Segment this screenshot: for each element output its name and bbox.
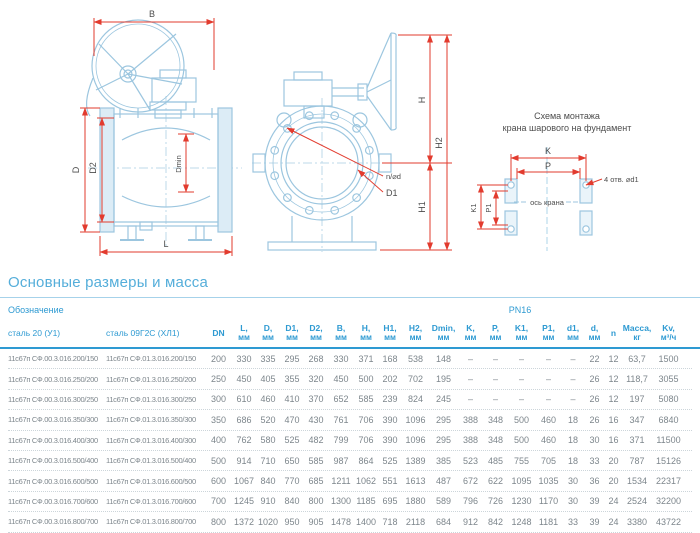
- value-cell: 538: [407, 353, 424, 364]
- designation-cell: 11с67п СФ.01.3.016.700/600: [106, 496, 196, 506]
- table-title: Основные размеры и масса: [8, 274, 209, 291]
- side-view-drawing: [0, 0, 245, 272]
- column-header-k1: K1, мм: [514, 322, 529, 342]
- value-cell: 388: [462, 414, 479, 425]
- value-cell: –: [570, 353, 576, 364]
- value-cell: 355: [284, 374, 300, 385]
- designation-header: Обозначение: [8, 304, 64, 315]
- value-cell: 523: [462, 455, 479, 466]
- value-cell: 685: [308, 476, 324, 487]
- value-cell: 762: [236, 435, 252, 446]
- value-cell: 700: [210, 496, 227, 507]
- column-header-p1: P1, мм: [542, 322, 555, 342]
- value-cell: 16: [608, 435, 619, 446]
- value-cell: 202: [382, 374, 398, 385]
- value-cell: 580: [260, 435, 276, 446]
- value-cell: 18: [567, 455, 578, 466]
- value-cell: –: [570, 394, 576, 405]
- dim-label-H: H: [417, 96, 427, 104]
- value-cell: 12: [608, 353, 619, 364]
- value-cell: 710: [260, 455, 276, 466]
- value-cell: 30: [589, 435, 600, 446]
- value-cell: 3380: [626, 516, 648, 527]
- value-cell: 39: [589, 516, 600, 527]
- table-row: [8, 390, 692, 410]
- value-cell: 1500: [658, 353, 679, 364]
- value-cell: 450: [236, 374, 252, 385]
- value-cell: 385: [435, 455, 452, 466]
- value-cell: 410: [284, 394, 300, 405]
- designation-cell: 11с67п СФ.01.3.016.500/400: [106, 456, 196, 466]
- value-cell: 705: [540, 455, 557, 466]
- value-cell: 840: [284, 496, 300, 507]
- value-cell: 1096: [405, 435, 426, 446]
- column-header-d1: D1, мм: [285, 322, 299, 342]
- value-cell: 600: [210, 476, 227, 487]
- leader-label-bolts: n/⌀d: [386, 172, 401, 181]
- value-cell: 16: [608, 414, 619, 425]
- column-header-steel09g2s: сталь 09Г2С (ХЛ1): [106, 327, 180, 338]
- value-cell: 63,7: [628, 353, 646, 364]
- value-cell: 755: [513, 455, 530, 466]
- front-view-drawing: [240, 0, 465, 272]
- value-cell: 470: [284, 414, 300, 425]
- table-body: [0, 349, 700, 533]
- table-row: [8, 410, 692, 430]
- dim-label-B: B: [148, 9, 156, 19]
- value-cell: 11500: [656, 435, 681, 446]
- value-cell: 622: [487, 476, 504, 487]
- value-cell: 500: [513, 414, 530, 425]
- designation-cell: 11с67п СФ.00.3.016.350/300: [8, 415, 98, 425]
- value-cell: 485: [487, 455, 504, 466]
- value-cell: 761: [333, 414, 349, 425]
- dim-label-K: K: [544, 146, 552, 156]
- value-cell: –: [467, 394, 473, 405]
- value-cell: 300: [210, 394, 227, 405]
- column-header-l: L, мм: [238, 322, 250, 342]
- value-cell: –: [545, 374, 551, 385]
- value-cell: 32200: [655, 496, 682, 507]
- dim-label-H1: H1: [417, 201, 427, 213]
- value-cell: 30: [567, 476, 578, 487]
- value-cell: 726: [487, 496, 504, 507]
- value-cell: 350: [210, 414, 227, 425]
- value-cell: 1400: [355, 516, 377, 527]
- designation-cell: 11с67п СФ.00.3.016.250/200: [8, 374, 98, 384]
- value-cell: 118,7: [626, 374, 648, 385]
- value-cell: 26: [589, 414, 600, 425]
- dim-label-P1: P1: [484, 203, 493, 213]
- dim-label-D: D: [71, 166, 81, 174]
- column-header-p: P, мм: [489, 322, 502, 342]
- value-cell: 914: [236, 455, 252, 466]
- value-cell: 33: [567, 516, 578, 527]
- value-cell: 652: [333, 394, 349, 405]
- designation-cell: 11с67п СФ.00.3.016.400/300: [8, 435, 98, 445]
- value-cell: 1880: [405, 496, 426, 507]
- value-cell: 770: [284, 476, 300, 487]
- value-cell: 520: [260, 414, 276, 425]
- column-header-b: B, мм: [335, 322, 347, 342]
- value-cell: 525: [284, 435, 300, 446]
- mounting-title-line2: крана шарового на фундамент: [502, 123, 632, 133]
- value-cell: 1035: [538, 476, 559, 487]
- designation-cell: 11с67п СФ.01.3.016.600/500: [106, 476, 196, 486]
- table-row: [8, 431, 692, 451]
- value-cell: 295: [435, 435, 452, 446]
- value-cell: 195: [435, 374, 452, 385]
- designation-cell: 11с67п СФ.01.3.016.400/300: [106, 435, 196, 445]
- value-cell: 450: [333, 374, 349, 385]
- value-cell: 1185: [356, 496, 376, 507]
- value-cell: 842: [487, 516, 504, 527]
- column-header-steel20: сталь 20 (У1): [8, 327, 61, 338]
- value-cell: 800: [308, 496, 324, 507]
- value-cell: 500: [513, 435, 530, 446]
- value-cell: 12: [608, 394, 619, 405]
- value-cell: 525: [382, 455, 398, 466]
- value-cell: 589: [435, 496, 452, 507]
- table-row: [8, 451, 692, 471]
- value-cell: 824: [407, 394, 424, 405]
- value-cell: 22: [589, 353, 600, 364]
- value-cell: 1170: [538, 496, 559, 507]
- value-cell: 430: [308, 414, 324, 425]
- value-cell: 500: [358, 374, 374, 385]
- value-cell: 1181: [538, 516, 559, 527]
- value-cell: 24: [608, 516, 619, 527]
- value-cell: 18: [567, 435, 578, 446]
- value-cell: –: [492, 353, 498, 364]
- value-cell: 26: [589, 394, 600, 405]
- table-row: [8, 512, 692, 532]
- column-header-dmin: Dmin, мм: [431, 322, 456, 342]
- value-cell: 718: [382, 516, 398, 527]
- value-cell: 330: [333, 353, 349, 364]
- value-cell: 30: [567, 496, 578, 507]
- value-cell: 6840: [658, 414, 679, 425]
- value-cell: 796: [462, 496, 479, 507]
- column-header-n: n: [610, 327, 617, 338]
- value-cell: 987: [333, 455, 349, 466]
- front-view-dimensions: [287, 35, 452, 250]
- mounting-title-line1: Схема монтажа: [534, 111, 600, 121]
- value-cell: 1096: [405, 414, 426, 425]
- value-cell: 500: [210, 455, 227, 466]
- value-cell: 706: [358, 435, 374, 446]
- value-cell: –: [518, 353, 524, 364]
- value-cell: 3055: [658, 374, 679, 385]
- value-cell: 1020: [257, 516, 279, 527]
- value-cell: 585: [358, 394, 374, 405]
- dim-label-P: P: [544, 161, 552, 171]
- value-cell: –: [545, 353, 551, 364]
- designation-cell: 11с67п СФ.01.3.016.200/150: [106, 354, 196, 364]
- table-row: [8, 492, 692, 512]
- value-cell: 335: [260, 353, 276, 364]
- designation-cell: 11с67п СФ.00.3.016.700/600: [8, 496, 98, 506]
- value-cell: 197: [629, 394, 645, 405]
- value-cell: –: [492, 394, 498, 405]
- value-cell: 800: [210, 516, 227, 527]
- value-cell: 1067: [233, 476, 255, 487]
- value-cell: 840: [260, 476, 276, 487]
- value-cell: 1613: [405, 476, 426, 487]
- value-cell: 695: [382, 496, 398, 507]
- value-cell: 347: [629, 414, 645, 425]
- value-cell: 12: [608, 374, 619, 385]
- value-cell: 1245: [233, 496, 255, 507]
- value-cell: 39: [589, 496, 600, 507]
- table-row: [8, 471, 692, 491]
- value-cell: 20: [608, 455, 619, 466]
- value-cell: 168: [382, 353, 398, 364]
- dim-label-K1: K1: [469, 203, 478, 213]
- value-cell: 1248: [511, 516, 532, 527]
- holes-label: 4 отв. ⌀d1: [604, 175, 639, 184]
- value-cell: 799: [333, 435, 349, 446]
- column-header-d: D, мм: [262, 322, 274, 342]
- value-cell: 684: [435, 516, 452, 527]
- value-cell: 148: [435, 353, 452, 364]
- value-cell: 5080: [658, 394, 679, 405]
- table-row: [8, 349, 692, 369]
- dim-label-Dmin: Dmin: [174, 155, 183, 173]
- table-row: [8, 369, 692, 389]
- value-cell: 18: [567, 414, 578, 425]
- value-cell: 370: [308, 394, 324, 405]
- value-cell: 1062: [355, 476, 377, 487]
- value-cell: 20: [608, 476, 619, 487]
- value-cell: 864: [358, 455, 374, 466]
- value-cell: 672: [462, 476, 479, 487]
- designation-cell: 11с67п СФ.01.3.016.300/250: [106, 394, 196, 404]
- value-cell: 686: [236, 414, 252, 425]
- value-cell: 24: [608, 496, 619, 507]
- value-cell: 33: [589, 455, 600, 466]
- value-cell: 706: [358, 414, 374, 425]
- value-cell: 348: [487, 414, 504, 425]
- value-cell: 482: [308, 435, 324, 446]
- valve-body-front: [253, 33, 396, 250]
- value-cell: –: [467, 374, 473, 385]
- column-header-h2: H2, мм: [408, 322, 423, 342]
- value-cell: 460: [540, 435, 557, 446]
- foundation-pads: [505, 179, 592, 235]
- designation-cell: 11с67п СФ.00.3.016.300/250: [8, 394, 98, 404]
- leader-label-D1: D1: [386, 188, 398, 198]
- value-cell: 950: [284, 516, 300, 527]
- value-cell: 1389: [405, 455, 426, 466]
- value-cell: 1478: [330, 516, 352, 527]
- dim-label-H2: H2: [434, 137, 444, 149]
- value-cell: 239: [382, 394, 398, 405]
- value-cell: 650: [284, 455, 300, 466]
- value-cell: 1300: [330, 496, 352, 507]
- value-cell: 787: [629, 455, 645, 466]
- column-header-kv: Kv, м³/ч: [660, 322, 677, 342]
- value-cell: 460: [540, 414, 557, 425]
- value-cell: –: [545, 394, 551, 405]
- value-cell: 295: [284, 353, 300, 364]
- value-cell: 348: [487, 435, 504, 446]
- value-cell: 610: [236, 394, 252, 405]
- value-cell: 905: [308, 516, 324, 527]
- value-cell: –: [518, 374, 524, 385]
- value-cell: –: [570, 374, 576, 385]
- value-cell: 36: [589, 476, 600, 487]
- designation-cell: 11с67п СФ.00.3.016.500/400: [8, 456, 98, 466]
- value-cell: 551: [382, 476, 398, 487]
- column-header-d: d, мм: [588, 322, 601, 342]
- value-cell: 1372: [233, 516, 255, 527]
- value-cell: 405: [260, 374, 276, 385]
- value-cell: 268: [308, 353, 324, 364]
- valve-body-side: [86, 20, 232, 240]
- value-cell: 487: [435, 476, 452, 487]
- value-cell: 320: [308, 374, 324, 385]
- pn-rating-header: PN16: [508, 304, 532, 315]
- value-cell: 702: [407, 374, 424, 385]
- value-cell: 22317: [655, 476, 682, 487]
- designation-cell: 11с67п СФ.01.3.016.800/700: [106, 517, 196, 527]
- value-cell: 330: [236, 353, 252, 364]
- value-cell: 400: [210, 435, 227, 446]
- dim-label-L: L: [163, 239, 169, 249]
- value-cell: 371: [358, 353, 374, 364]
- designation-cell: 11с67п СФ.00.3.016.800/700: [8, 517, 98, 527]
- value-cell: 912: [462, 516, 479, 527]
- value-cell: 390: [382, 435, 398, 446]
- column-header-dn: DN: [212, 327, 225, 338]
- column-header-h: H, мм: [360, 322, 372, 342]
- column-header-d2: D2, мм: [309, 322, 323, 342]
- value-cell: 388: [462, 435, 479, 446]
- value-cell: 250: [210, 374, 227, 385]
- value-cell: –: [518, 394, 524, 405]
- value-cell: 390: [382, 414, 398, 425]
- value-cell: 2524: [626, 496, 648, 507]
- value-cell: 295: [435, 414, 452, 425]
- value-cell: 1534: [626, 476, 648, 487]
- value-cell: 585: [308, 455, 324, 466]
- designation-cell: 11с67п СФ.01.3.016.350/300: [106, 415, 196, 425]
- value-cell: 2118: [405, 516, 426, 527]
- value-cell: –: [467, 353, 473, 364]
- designation-cell: 11с67п СФ.01.3.016.250/200: [106, 374, 196, 384]
- axis-label: ось крана: [530, 198, 564, 207]
- value-cell: 245: [435, 394, 452, 405]
- value-cell: 1095: [511, 476, 532, 487]
- column-header-h1: H1, мм: [383, 322, 397, 342]
- value-cell: 460: [260, 394, 276, 405]
- value-cell: –: [492, 374, 498, 385]
- dimensions-table-section: [0, 271, 700, 533]
- designation-cell: 11с67п СФ.00.3.016.600/500: [8, 476, 98, 486]
- dim-label-D2: D2: [88, 162, 98, 174]
- value-cell: 1211: [331, 476, 351, 487]
- value-cell: 43722: [655, 516, 682, 527]
- table-header: [0, 298, 700, 349]
- column-header-k: K, мм: [464, 322, 477, 342]
- value-cell: 26: [589, 374, 600, 385]
- value-cell: 15126: [655, 455, 682, 466]
- value-cell: 371: [629, 435, 645, 446]
- value-cell: 910: [260, 496, 276, 507]
- designation-cell: 11с67п СФ.00.3.016.200/150: [8, 354, 98, 364]
- value-cell: 200: [210, 353, 227, 364]
- column-header-d1: d1, мм: [566, 322, 580, 342]
- value-cell: 1230: [511, 496, 532, 507]
- mounting-scheme-drawing: [462, 95, 700, 257]
- column-header-масса: Масса, кг: [622, 322, 652, 342]
